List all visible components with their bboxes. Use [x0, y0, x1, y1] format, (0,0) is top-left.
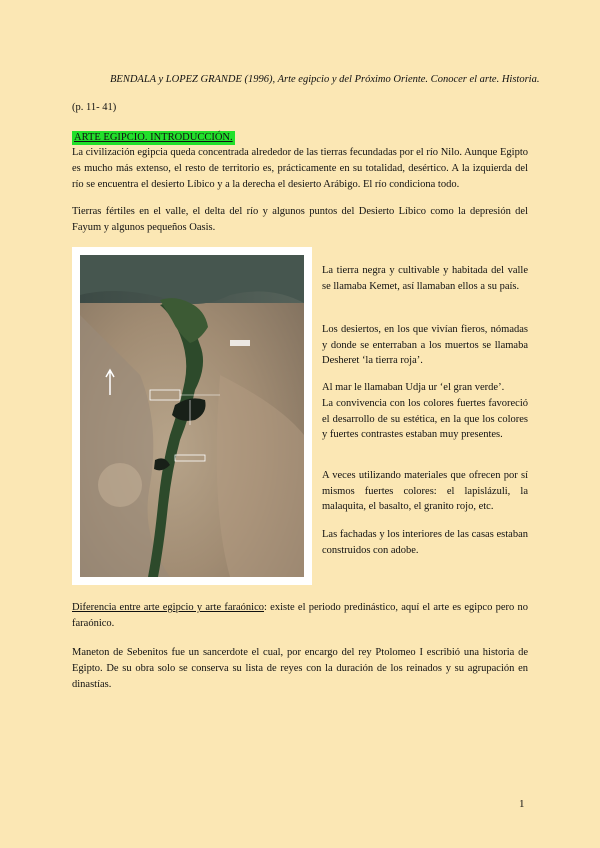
side-paragraph-materials: A veces utilizando materiales que ofrecen por sí mismos fuertes colores: el lapislázuli, la malaquita, el basalto, el granito rojo, etc.	[322, 470, 528, 512]
side-paragraph-udja-ur: Al mar le llamaban Udja ur ‘el gran verde’.	[322, 382, 505, 393]
side-paragraph-desheret: Los desiertos, en los que vivían fieros, nómadas y donde se enterraban a los muertos se llamaba Desheret ‘la tierra roja’.	[322, 324, 528, 366]
section-heading: ARTE EGIPCIO. INTRODUCCIÓN.	[74, 132, 233, 143]
difference-text: : existe el periodo predinástico, aquí el arte es egipco pero no faraónico.	[72, 602, 528, 629]
page-number: 1	[519, 798, 525, 810]
difference-paragraph	[72, 600, 528, 632]
nile-satellite-image	[80, 255, 304, 577]
side-paragraph-kemet: La tierra negra y cultivable y habitada del valle se llamaba Kemet, así llamaban ellos a su país.	[322, 265, 528, 292]
satellite-image-frame	[72, 247, 312, 585]
intro-paragraph: Tierras fértiles en el valle, el delta del río y algunos puntos del Desierto Líbico como la depresión del Fayum y algunos pequeños Oasis.	[72, 206, 528, 233]
maneton-paragraph: Maneton de Sebenitos fue un sancerdote el cual, por encargo del rey Ptolomeo I escribió una historia de Egipto. De su obra solo se conserva su lista de reyes con la duración de los reinados y su agrupación en dinastías.	[72, 647, 528, 690]
reference-pages: (p. 11- 41)	[72, 102, 117, 113]
side-paragraph-adobe: Las fachadas y los interiores de las casas estaban construidos con adobe.	[322, 529, 528, 556]
side-paragraph-colors: La convivencia con los colores fuertes favoreció el desarrollo de su estética, en la que los colores y fuertes contrastes estaban muy presentes.	[322, 398, 528, 440]
difference-label: Diferencia entre arte egipcio y arte faraónico	[72, 602, 265, 613]
intro-paragraph: La civilización egipcia queda concentrada alrededor de las tierras fecundadas por el río Nilo. Aunque Egipto es mucho más extenso, el resto de territorio es, prácticamente en su totalidad, desértico. A la izquierda del río se encuentra el desierto Líbico y a la derecha el desierto Arábigo. El río condiciona todo.	[72, 147, 528, 190]
reference-citation: BENDALA y LOPEZ GRANDE (1996), Arte egipcio y del Próximo Oriente. Conocer el arte. Historia.	[110, 74, 540, 85]
